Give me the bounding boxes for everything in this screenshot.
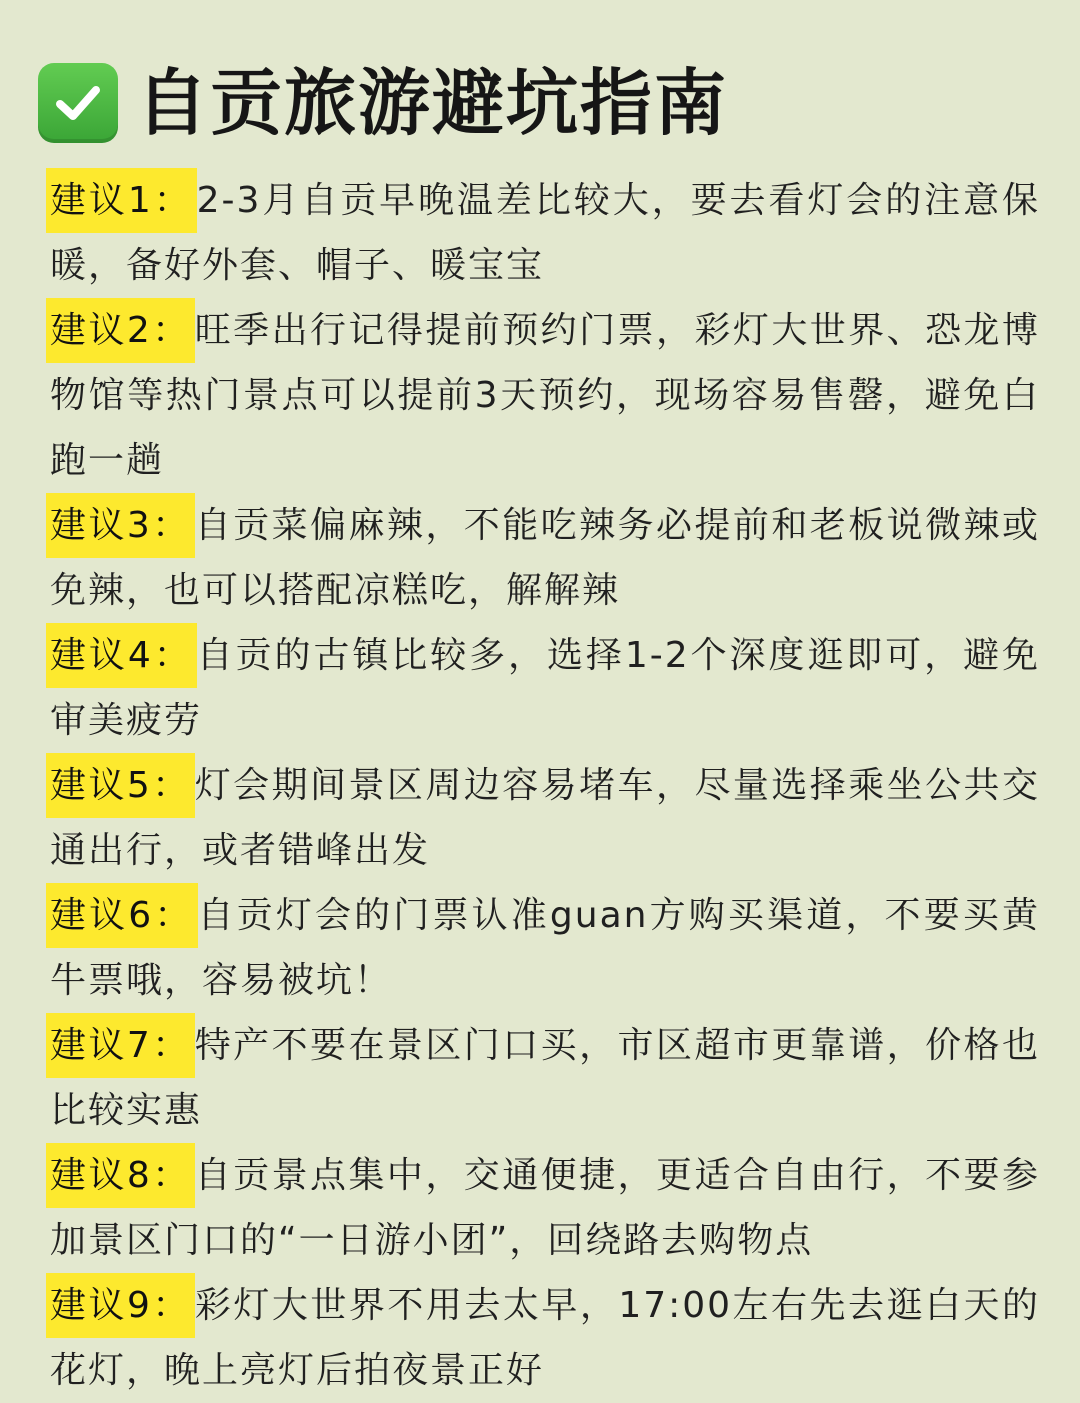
- tip-9: [50, 1273, 1040, 1403]
- tip-8: [50, 1143, 1040, 1273]
- tip-4: [50, 623, 1040, 753]
- tip-label: 建议8：: [50, 1143, 195, 1208]
- tip-text: 2-3月自贡早晚温差比较大，要去看灯会的注意保暖，备好外套、帽子、暖宝宝: [50, 180, 1040, 286]
- tip-text: 彩灯大世界不用去太早，17:00左右先去逛白天的花灯，晚上亮灯后拍夜景正好: [50, 1285, 1041, 1391]
- tip-label: 建议3：: [50, 493, 195, 558]
- tip-text: 自贡菜偏麻辣，不能吃辣务必提前和老板说微辣或免辣，也可以搭配凉糕吃，解解辣: [50, 505, 1040, 611]
- tip-text: 自贡灯会的门票认准guan方购买渠道，不要买黄牛票哦，容易被坑！: [50, 895, 1041, 1001]
- tip-label: 建议6：: [50, 883, 198, 948]
- tip-6: [50, 883, 1040, 1013]
- header: [38, 58, 728, 148]
- tip-3: [50, 493, 1040, 623]
- tip-label: 建议9：: [50, 1273, 195, 1338]
- check-mark-glyph: [50, 75, 106, 131]
- tip-label: 建议5：: [50, 753, 195, 818]
- tip-text: 灯会期间景区周边容易堵车，尽量选择乘坐公共交通出行，或者错峰出发: [50, 765, 1040, 871]
- tip-1: [50, 168, 1040, 298]
- check-mark-icon: [38, 63, 118, 143]
- tip-label: 建议4：: [50, 623, 197, 688]
- tip-7: [50, 1013, 1040, 1143]
- tip-2: [50, 298, 1040, 493]
- tip-label: 建议7：: [50, 1013, 195, 1078]
- tips-list: [50, 168, 1040, 1403]
- tip-label: 建议1：: [50, 168, 197, 233]
- tip-text: 旺季出行记得提前预约门票，彩灯大世界、恐龙博物馆等热门景点可以提前3天预约，现场容易售罄，避免白跑一趟: [50, 310, 1040, 481]
- tip-5: [50, 753, 1040, 883]
- tip-label: 建议2：: [50, 298, 195, 363]
- page-title: 自贡旅游避坑指南: [136, 61, 729, 145]
- tip-text: 特产不要在景区门口买，市区超市更靠谱，价格也比较实惠: [50, 1025, 1040, 1131]
- tip-text: 自贡景点集中，交通便捷，更适合自由行，不要参加景区门口的“一日游小团”，回绕路去购物点: [50, 1155, 1040, 1261]
- tip-text: 自贡的古镇比较多，选择1-2个深度逛即可，避免审美疲劳: [50, 635, 1040, 741]
